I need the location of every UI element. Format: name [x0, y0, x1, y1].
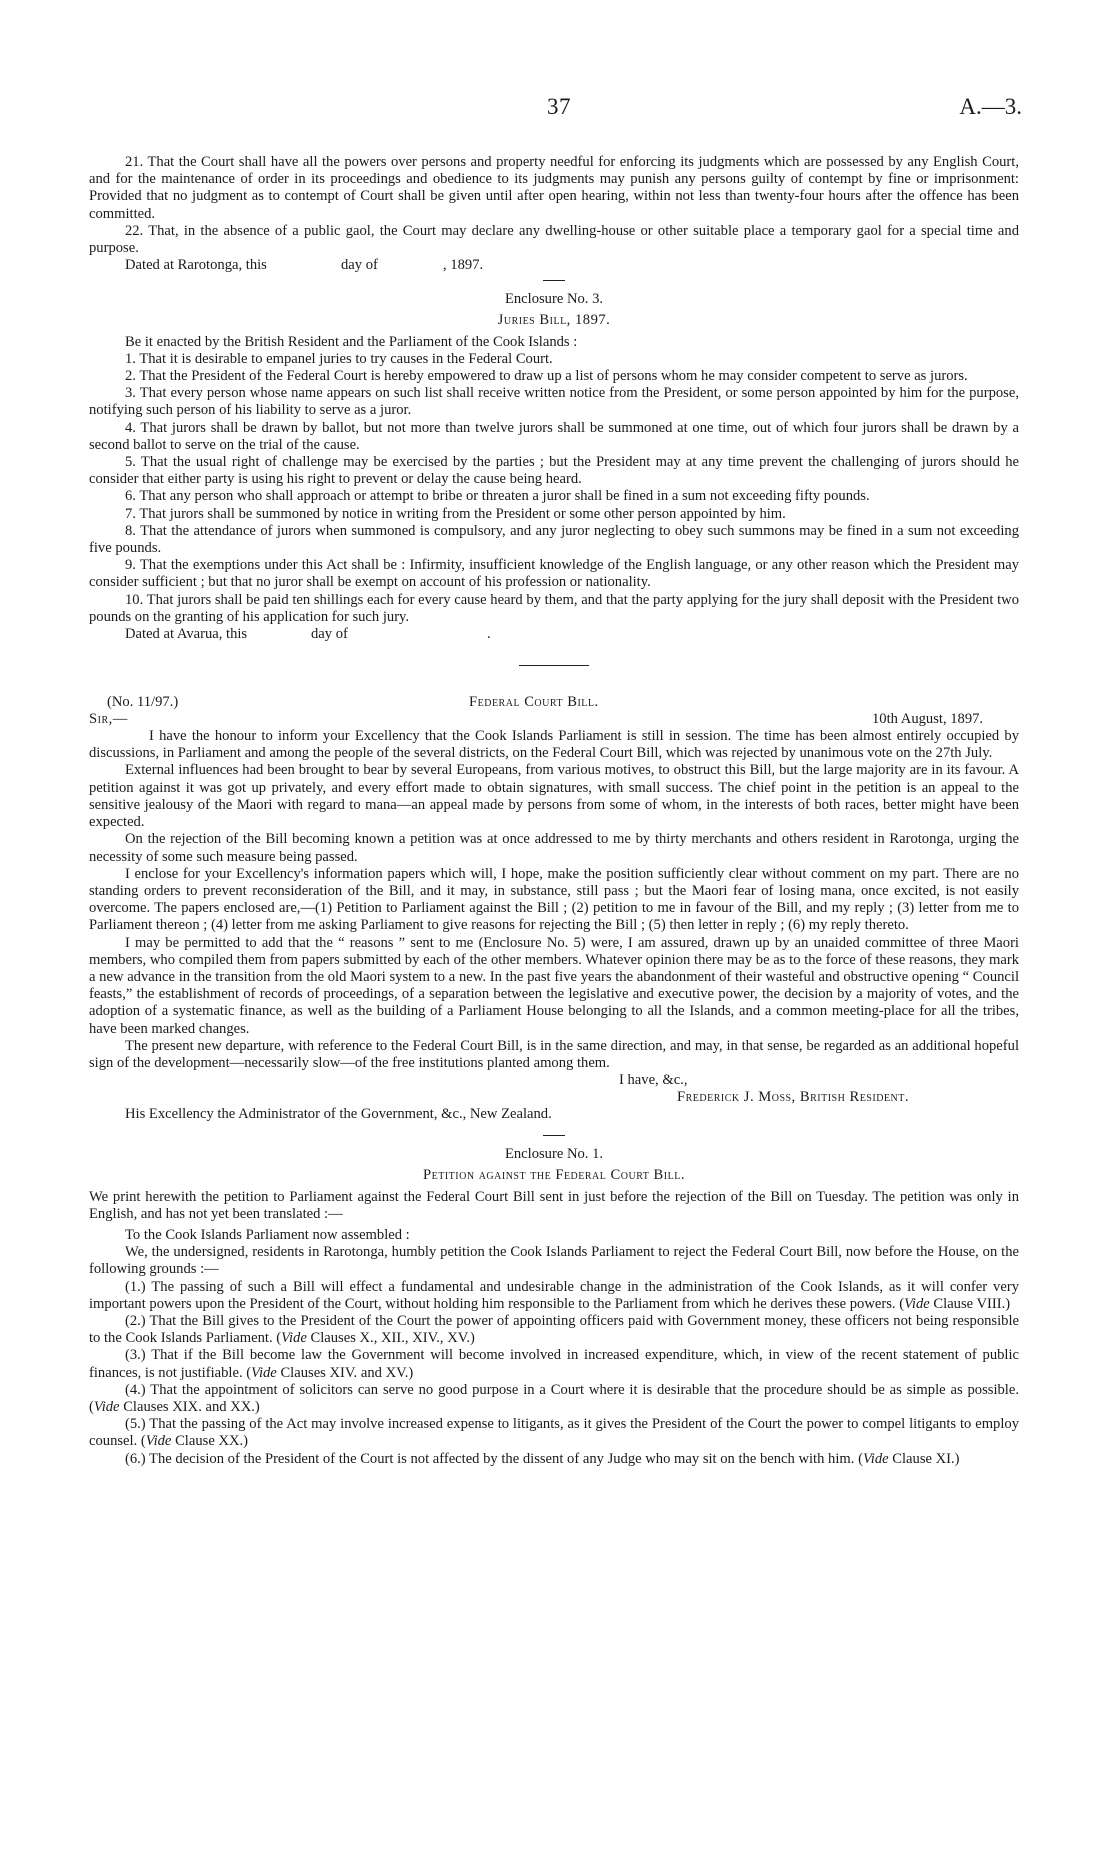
dated-day: day of — [311, 626, 348, 643]
vide-label: Vide — [251, 1364, 277, 1381]
letter-paragraph: On the rejection of the Bill becoming known a petition was at once addressed to me by thirty merchants and others resident in Rarotonga, urging the necessity of some such measure being passed. — [89, 831, 1019, 865]
dated-day: day of — [341, 257, 378, 274]
petition-ground: (6.) The decision of the President of the Court is not affected by the dissent of any Judge who may sit on the bench with him. (Vide Clause XI.) — [125, 1450, 960, 1467]
vide-label: Vide — [93, 1398, 120, 1415]
enclosure-1-heading: Enclosure No. 1. — [504, 1146, 604, 1163]
petition-ground: (1.) The passing of such a Bill will effect a fundamental and undesirable change in the administration of the Cook Islands, as it will confer very important powers upon the President of the Court, without holding him responsible to the Parliament from which he derives these powers. (Vide Clause VIII.) — [89, 1278, 1019, 1312]
ground-text: (4.) That the appointment of solicitors can serve no good purpose in a Court where it is desirable that the procedure should be as simple as possible. — [125, 1381, 1019, 1398]
letter-paragraph: I enclose for your Excellency's information papers which will, I hope, make the position sufficiently clear without comment on my part. There are no standing orders to prevent reconsideration of the Bill, and it may, in substance, still pass ; but the Maori fear of losing mana, once excited, is not easily overcome. The papers enclosed are,—(1) Petition to Parliament against the Bill ; (2) petition to me in favour of the Bill, and my reply ; (3) letter from me to Parliament thereon ; (4) letter from me asking Parliament to give reasons for rejecting the Bill ; (5) then letter in reply ; (6) my reply thereto. — [89, 865, 1019, 934]
juries-clause: 9. That the exemptions under this Act shall be : Infirmity, insufficient knowledge of the English language, or any other reason which the President may consider sufficient ; but that no juror shall be exempt on account of his profession or nationality. — [89, 557, 1019, 591]
letter-closing: I have, &c., — [619, 1072, 688, 1089]
section-divider — [543, 1135, 565, 1136]
document-body — [89, 154, 1019, 1468]
letter-subject: Federal Court Bill. — [469, 694, 599, 711]
juries-clause: 4. That jurors shall be drawn by ballot, but not more than twelve jurors shall be summoned at one time, out of which four jurors shall be drawn by a second ballot to serve on the trial of the cause. — [89, 419, 1019, 453]
vide-label: Vide — [145, 1433, 172, 1450]
petition-title: Petition against the Federal Court Bill. — [423, 1167, 685, 1184]
ground-text: (6.) The decision of the President of the Court is not affected by the dissent of any Judge who may sit on the bench with him. — [125, 1450, 855, 1467]
ground-reference: Clause XX.) — [175, 1433, 249, 1450]
dated-place: Dated at Rarotonga, this — [125, 257, 267, 274]
enclosure-3-heading: Enclosure No. 3. — [504, 291, 604, 308]
petition-ground: (3.) That if the Bill become law the Government will become involved in increased expenditure, which, in view of the recent statement of public finances, is not justifiable. (Vide Clauses XIV. and XV.) — [89, 1347, 1019, 1381]
page-header — [0, 94, 1114, 132]
vide-label: Vide — [862, 1450, 889, 1467]
ground-reference: Clauses X., XII., XIV., XV.) — [310, 1330, 475, 1347]
section-divider — [543, 280, 565, 281]
clause-22: 22. That, in the absence of a public gaol, the Court may declare any dwelling-house or other suitable place a temporary gaol for a special time and purpose. — [89, 222, 1019, 257]
clause-21: 21. That the Court shall have all the powers over persons and property needful for enforcing its judgments which are possessed by any English Court, and for the maintenance of order in its proceedings and obedience to its judgments may punish any persons guilty of contempt by fine or imprisonment: Provided that no judgment as to contempt of Court shall be given until after open hearing, within not less than twenty-four hours after the offence has been committed. — [89, 154, 1019, 222]
document-code: A.—3. — [959, 94, 1022, 119]
letter-paragraph: I have the honour to inform your Excellency that the Cook Islands Parliament is still in session. The time has been almost entirely occupied by discussions, in Parliament and among the people of the several districts, on the Federal Court Bill, which was rejected by unanimous vote on the 27th July. — [89, 728, 1019, 762]
letter-addressee: His Excellency the Administrator of the Government, &c., New Zealand. — [125, 1106, 552, 1123]
ground-reference: Clause VIII.) — [933, 1295, 1011, 1312]
letter-closing-row — [89, 1072, 1019, 1089]
ground-reference: Clauses XIX. and XX.) — [123, 1398, 260, 1415]
petition-ground: (2.) That the Bill gives to the President of the Court the power of appointing officers paid with Government money, these officers not being responsible to the Cook Islands Parliament. (Vide Clauses X., XII., XIV., XV.) — [89, 1312, 1019, 1347]
ground-reference: Clauses XIV. and XV.) — [280, 1364, 414, 1381]
petition-ground: (5.) That the passing of the Act may involve increased expense to litigants, as it gives the President of the Court the power to compel litigants to employ counsel. (Vide Clause XX.) — [89, 1416, 1019, 1450]
letter-salutation: Sir,— — [89, 711, 128, 728]
dated-place: Dated at Avarua, this — [125, 626, 248, 643]
juries-clause: 2. That the President of the Federal Court is hereby empowered to draw up a list of persons whom he may consider competent to serve as jurors. — [125, 368, 968, 385]
ground-text: (2.) That the Bill gives to the President of the Court the power of appointing officers paid with Government money, these officers not being responsible to the Cook Islands Parliament. — [89, 1312, 1019, 1347]
juries-bill-title: Juries Bill, 1897. — [497, 312, 611, 329]
juries-clause: 5. That the usual right of challenge may be exercised by the parties ; but the President may at any time prevent the challenging of jurors should he consider that either party is using his right to prevent or delay the cause being heard. — [89, 454, 1019, 488]
letter-paragraph: I may be permitted to add that the “ reasons ” sent to me (Enclosure No. 5) were, I am assured, drawn up by an unaided committee of three Maori members, who compiled them from papers submitted by each of the other members. Whatever opinion there may be as to the force of these reasons, they mark a new advance in the transition from the old Maori system to a new. In the past five years the abandonment of their wasteful and obstructive opening “ Council feasts,” the establishment of records of proceedings, of a separation between the legislative and executive power, the decision by a majority of votes, and the adoption of a systematic finance, as well as the building of a Parliament House belonging to all the Islands, and a common meeting-place for all the tribes, have been marked changes. — [89, 934, 1019, 1037]
vide-label: Vide — [281, 1330, 307, 1347]
letter-salutation-row — [89, 711, 1019, 728]
letter-reference: (No. 11/97.) — [107, 694, 179, 711]
juries-clause: 7. That jurors shall be summoned by notice in writing from the President or some other person appointed by him. — [125, 505, 786, 522]
juries-clause: 10. That jurors shall be paid ten shillings each for every cause heard by them, and that the party applying for the jury shall deposit with the President two pounds on the granting of his application for such jury. — [89, 591, 1019, 625]
dated-line-avarua — [89, 626, 1019, 643]
juries-clause: 8. That the attendance of jurors when summoned is compulsory, and any juror neglecting to obey such summons may be fined in a sum not exceeding five pounds. — [89, 522, 1019, 557]
juries-clause: 1. That it is desirable to empanel juries to try causes in the Federal Court. — [125, 350, 553, 367]
letter-paragraph: External influences had been brought to bear by several Europeans, from various motives, to obstruct this Bill, but the large majority are in its favour. A petition against it was got up privately, and every effort made to obtain signatures, with small success. The chief point in the petition is an appeal to the sensitive jealousy of the Maori with regard to mana—an appeal made by persons from some of whom, in the interests of both races, better might have been expected. — [89, 762, 1019, 831]
letter-paragraph: The present new departure, with reference to the Federal Court Bill, is in the same direction, and may, in that sense, be regarded as an additional hopeful sign of the development—necessarily slow—of the free institutions planted among them. — [89, 1037, 1019, 1071]
petition-address: To the Cook Islands Parliament now assembled : — [125, 1226, 410, 1243]
petition-ground: (4.) That the appointment of solicitors can serve no good purpose in a Court where it is desirable that the procedure should be as simple as possible. (Vide Clauses XIX. and XX.) — [89, 1381, 1019, 1415]
letter-signature-row — [89, 1089, 1019, 1106]
dated-year: , 1897. — [443, 257, 484, 274]
ground-text: (3.) That if the Bill become law the Government will become involved in increased expenditure, which, in view of the recent statement of public finances, is not justifiable. — [89, 1347, 1019, 1381]
letter-signature: Frederick J. Moss, British Resident. — [677, 1089, 910, 1106]
juries-clause: 6. That any person who shall approach or attempt to bribe or threaten a juror shall be fined in a sum not exceeding fifty pounds. — [125, 488, 870, 505]
dated-line-rarotonga — [89, 257, 1019, 274]
letter-heading-row — [89, 694, 1019, 711]
vide-label: Vide — [904, 1295, 930, 1312]
letter-date: 10th August, 1897. — [872, 711, 984, 728]
letter-addressee-row — [89, 1106, 1019, 1123]
petition-intro: We print herewith the petition to Parliament against the Federal Court Bill sent in just before the rejection of the Bill on Tuesday. The petition was only in English, and has not yet been translated :— — [89, 1188, 1019, 1222]
page-number: 37 — [547, 94, 571, 119]
section-divider — [519, 665, 589, 666]
ground-reference: Clause XI.) — [892, 1450, 960, 1467]
petition-open: We, the undersigned, residents in Rarotonga, humbly petition the Cook Islands Parliament to reject the Federal Court Bill, now before the House, on the following grounds :— — [89, 1244, 1019, 1278]
ground-text: (5.) That the passing of the Act may involve increased expense to litigants, as it gives the President of the Court the power to compel litigants to employ counsel. — [89, 1416, 1019, 1450]
enacting-clause: Be it enacted by the British Resident and the Parliament of the Cook Islands : — [125, 333, 578, 350]
juries-clause: 3. That every person whose name appears on such list shall receive written notice from the President, or some person appointed by him for the purpose, notifying such person of his liability to serve as a juror. — [89, 385, 1019, 419]
ground-text: (1.) The passing of such a Bill will effect a fundamental and undesirable change in the administration of the Cook Islands, as it will confer very important powers upon the President of the Court, without holding him responsible to the Parliament from which he derives these powers. — [89, 1278, 1019, 1312]
dated-year: . — [487, 626, 491, 643]
